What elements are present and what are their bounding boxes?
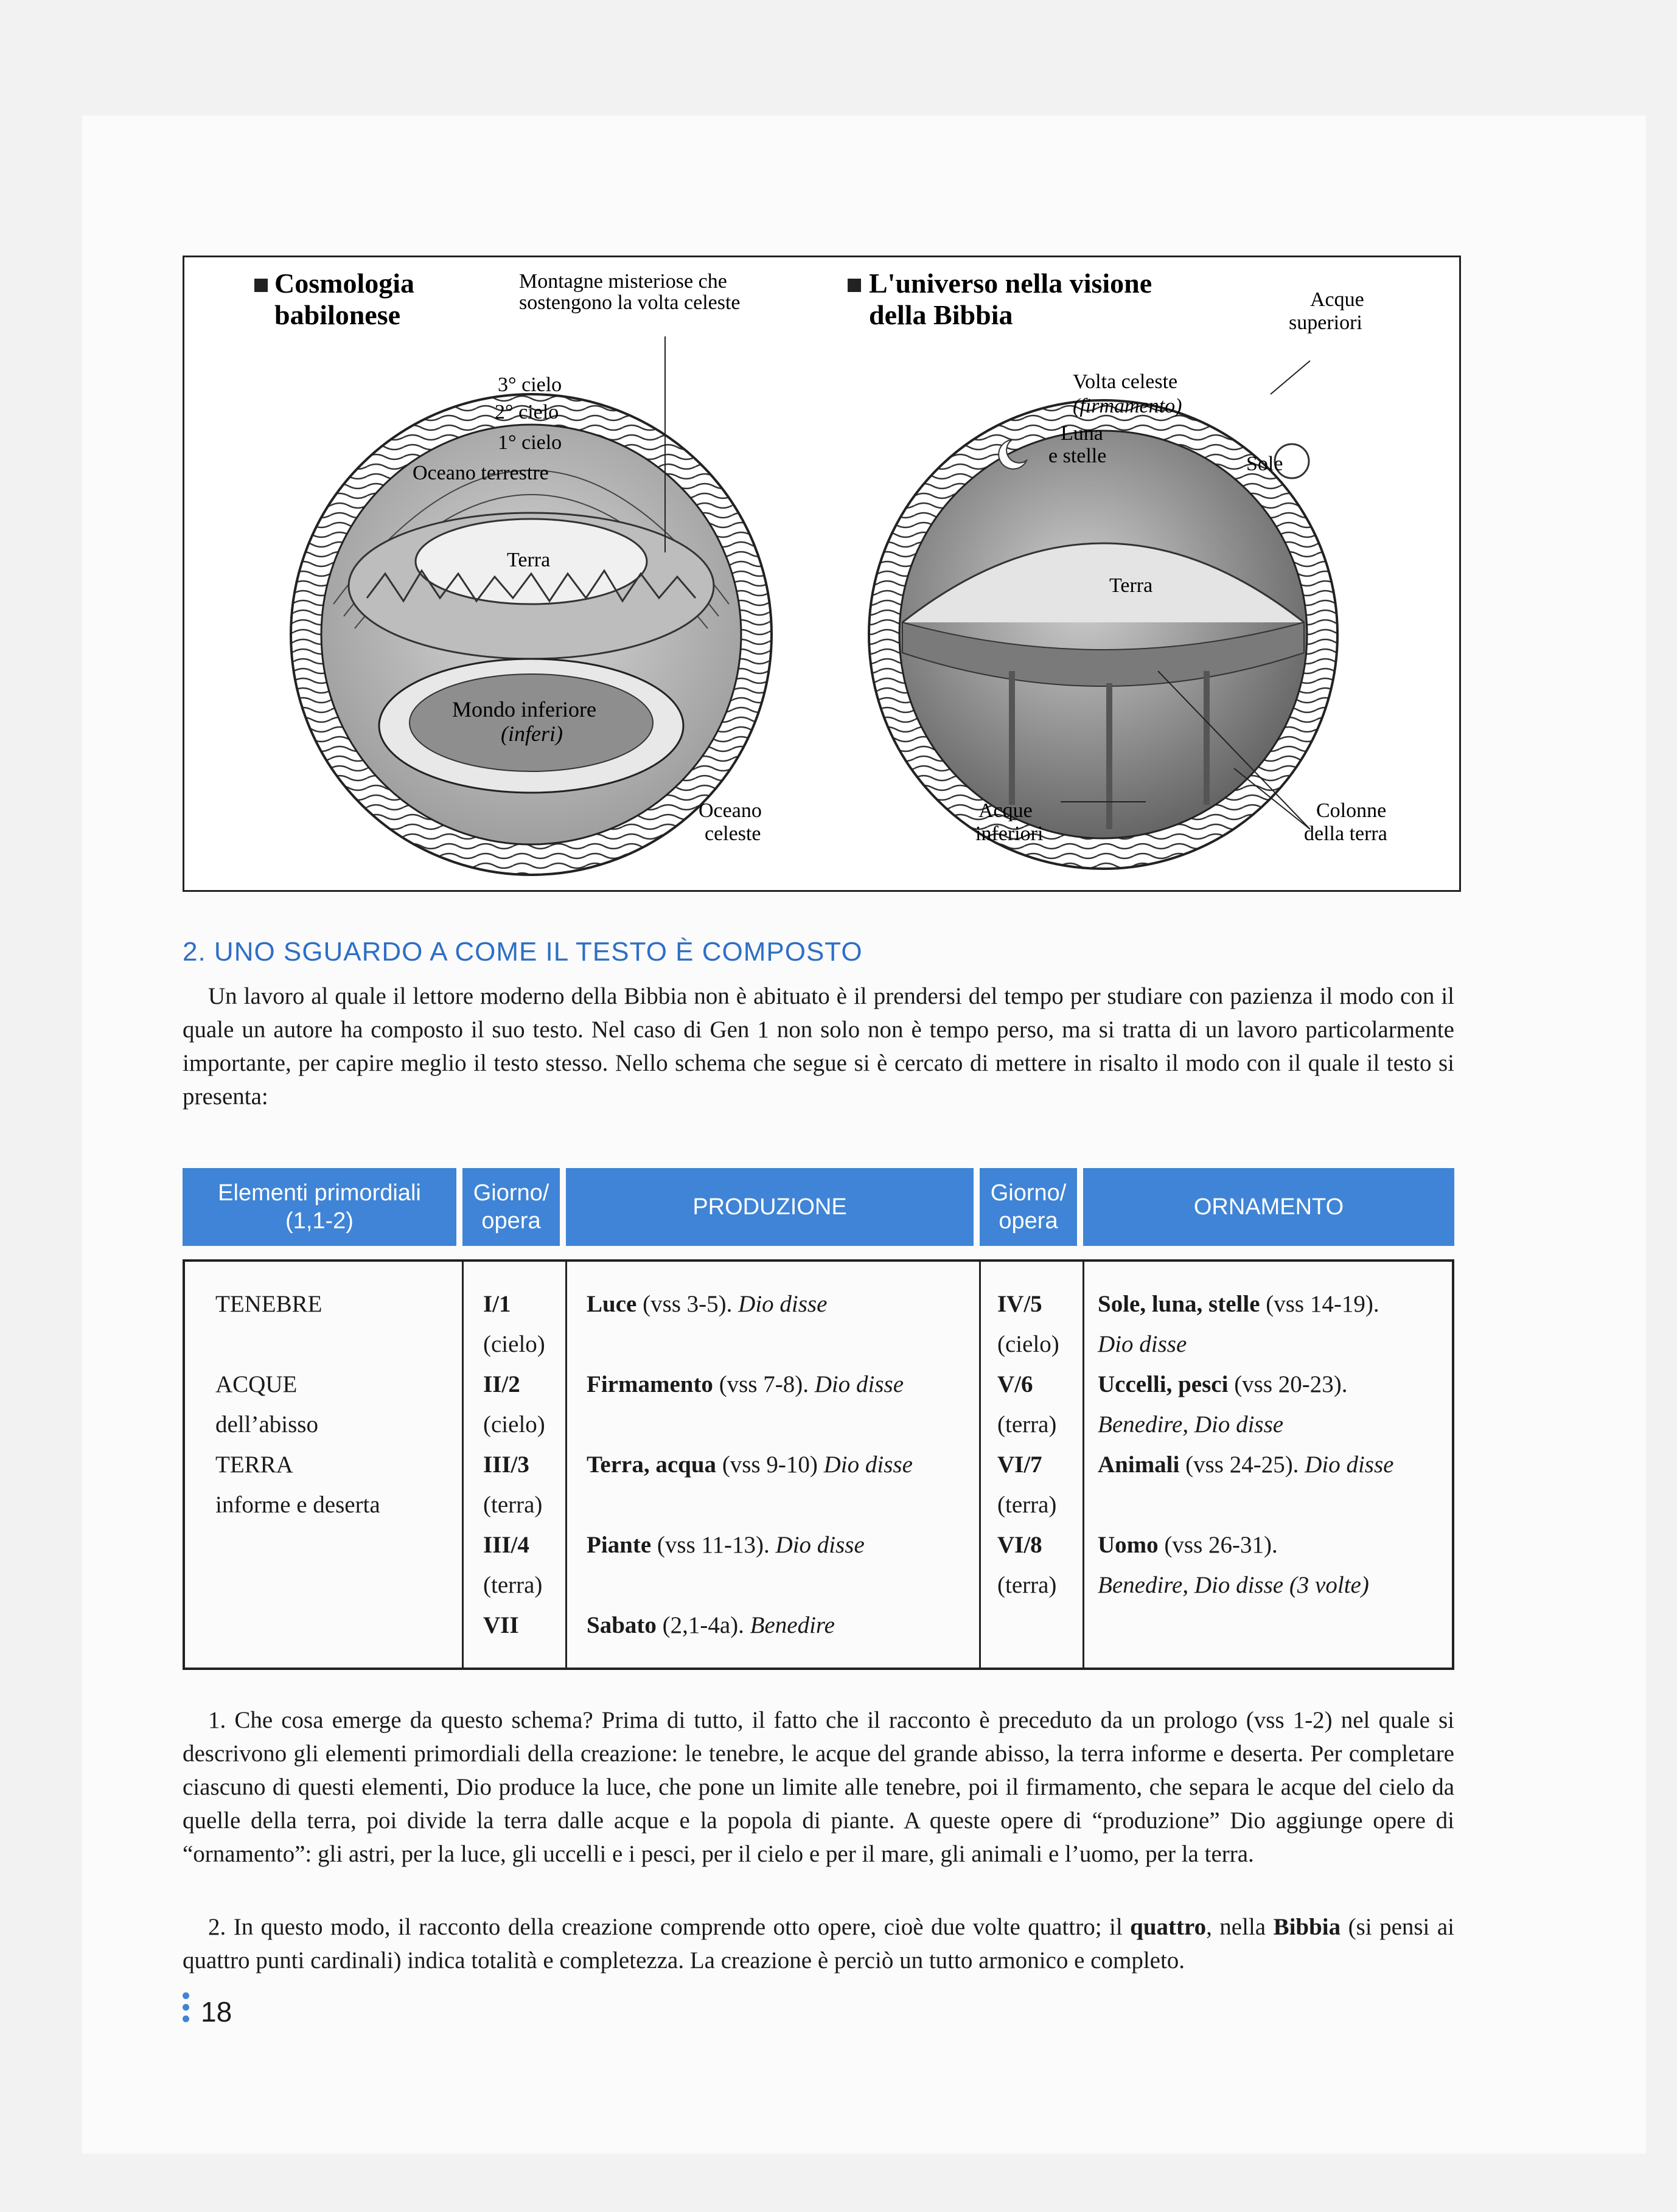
point-2-text-a: 2. In questo modo, il racconto della creazione comprende otto opere, cioè due volte quattro; il — [208, 1914, 1131, 1940]
production-light-name: Luce — [587, 1291, 637, 1317]
production-land-water-ref: (vss 9-10) — [716, 1452, 824, 1478]
header-production: PRODUZIONE — [566, 1168, 974, 1246]
prod-day-1-sub: (cielo) — [483, 1331, 545, 1357]
intro-paragraph — [183, 979, 1454, 1113]
production-sabbath-name: Sabato — [587, 1612, 657, 1638]
page-number: 18 — [201, 1996, 232, 2028]
point-1-text: 1. Che cosa emerge da questo schema? Prima di tutto, il fatto che il racconto è preceduto da un prologo (vss 1-2) nel quale si descrivono gli elementi primordiali della creazione: le tenebre, le acque del grande abisso, la terra informe e deserta. Per completare ciascuno di questi elementi, Dio produce la luce, che pone un limite alle tenebre, poi il firmamento, che separa le acque del cielo da quelle della terra, poi divide la terra dalle acque e la popola di piante. A queste opere di “produzione” Dio aggiunge opere di “ornamento”: gli astri, per la luce, gli uccelli e i pesci, per il cielo e per il mare, gli animali e l’uomo, per la terra. — [183, 1707, 1454, 1867]
right-title-line1: L'universo nella visione — [869, 268, 1152, 299]
ornament-lights-formula: Dio disse — [1098, 1331, 1187, 1357]
header-day2-line1: Giorno/ — [990, 1180, 1067, 1206]
sun-label: Sole — [1246, 453, 1283, 475]
production-land-water-name: Terra, acqua — [587, 1452, 717, 1478]
pillars-label-line1: Colonne — [1316, 799, 1387, 822]
ornament-animals-formula: Dio disse — [1305, 1452, 1394, 1478]
table-header — [183, 1168, 1454, 1246]
point-2-text-b: , nella — [1206, 1914, 1274, 1940]
biblical-universe-globe — [869, 361, 1337, 869]
moon-label-line1: Luna — [1061, 422, 1103, 445]
ornament-lights-name: Sole, luna, stelle — [1098, 1291, 1260, 1317]
earth-label-right: Terra — [1109, 574, 1153, 597]
ornament-birds-fish-ref: (vss 20-23). — [1228, 1371, 1348, 1397]
ornament-animals — [1098, 1450, 1393, 1480]
element-waters: ACQUE — [215, 1371, 298, 1397]
column-divider — [979, 1262, 981, 1668]
column-divider — [462, 1262, 464, 1668]
production-firmament-ref: (vss 7-8). — [713, 1371, 815, 1397]
column-divider — [1083, 1262, 1084, 1668]
ocean-earth-label: Oceano terrestre — [413, 462, 549, 484]
prod-day-1: I/1 — [483, 1291, 511, 1317]
section-heading: 2. UNO SGUARDO A COME IL TESTO È COMPOSTO — [183, 937, 863, 967]
prod-day-2-sub: (cielo) — [483, 1411, 545, 1438]
earth-label-left: Terra — [507, 549, 551, 571]
production-land-water — [587, 1450, 913, 1480]
point-2-paragraph — [183, 1910, 1454, 1977]
prod-day-2: II/2 — [483, 1371, 520, 1397]
orn-day-8-sub: (terra) — [997, 1572, 1057, 1598]
cosmology-illustration — [184, 257, 1459, 890]
production-land-water-formula: Dio disse — [823, 1452, 913, 1478]
header-elements-line2: (1,1-2) — [285, 1208, 354, 1234]
ornament-birds-fish — [1098, 1369, 1348, 1400]
ornament-man-formula: Benedire, Dio disse (3 volte) — [1098, 1572, 1369, 1598]
creation-schema-table — [183, 1259, 1454, 1670]
left-title-line2: babilonese — [274, 299, 401, 330]
firmament-label-line2: (firmamento) — [1073, 395, 1182, 417]
firmament-label-line1: Volta celeste — [1073, 370, 1178, 393]
header-ornament: ORNAMENTO — [1083, 1168, 1454, 1246]
lower-waters-label-line1: Acque — [978, 799, 1033, 822]
heaven-1-label: 1° cielo — [498, 431, 562, 454]
production-firmament — [587, 1369, 904, 1400]
column-divider — [565, 1262, 567, 1668]
ornament-lights — [1098, 1289, 1379, 1320]
mountains-label-line2: sostengono la volta celeste — [519, 291, 741, 314]
prod-day-3: III/3 — [483, 1452, 529, 1478]
header-day2-line2: opera — [999, 1208, 1058, 1234]
pillars-label-line2: della terra — [1304, 823, 1387, 845]
point-2-bold-four: quattro — [1130, 1914, 1207, 1940]
production-light-ref: (vss 3-5). — [636, 1291, 739, 1317]
point-1-paragraph — [183, 1703, 1454, 1871]
production-sabbath-formula: Benedire — [750, 1612, 835, 1638]
ornament-man — [1098, 1530, 1278, 1560]
intro-text: Un lavoro al quale il lettore moderno della Bibbia non è abituato è il prendersi del tempo per studiare con pazienza il modo con il quale un autore ha composto il suo testo. Nel caso di Gen 1 non solo non è tempo perso, ma si tratta di un lavoro particolarmente importante, per capire meglio il testo stesso. Nello schema che segue si è cercato di mettere in risalto il modo con il quale il testo si presenta: — [183, 983, 1454, 1110]
header-day-2 — [980, 1168, 1077, 1246]
element-earth-sub: informe e deserta — [215, 1492, 380, 1518]
point-2-text-c: (si pensi ai quattro punti cardinali) indica totalità e completezza. La creazione è perciò un tutto armonico e completo. — [183, 1914, 1454, 1974]
orn-day-6: V/6 — [997, 1371, 1033, 1397]
production-plants-formula: Dio disse — [775, 1532, 865, 1558]
ornament-birds-fish-formula: Benedire, Dio disse — [1098, 1411, 1284, 1438]
bullet-square-icon — [848, 279, 861, 292]
orn-day-7: VI/7 — [997, 1452, 1042, 1478]
header-day-line2: opera — [481, 1208, 541, 1234]
orn-day-5: IV/5 — [997, 1291, 1042, 1317]
prod-day-4: III/4 — [483, 1532, 529, 1558]
prod-day-3-sub: (terra) — [483, 1492, 543, 1518]
production-sabbath — [587, 1610, 835, 1641]
element-earth: TERRA — [215, 1452, 293, 1478]
ornament-birds-fish-name: Uccelli, pesci — [1098, 1371, 1229, 1397]
moon-label-line2: e stelle — [1048, 445, 1107, 467]
production-plants-name: Piante — [587, 1532, 652, 1558]
production-light — [587, 1289, 827, 1320]
production-plants-ref: (vss 11-13). — [651, 1532, 776, 1558]
ornament-animals-ref: (vss 24-25). — [1179, 1452, 1305, 1478]
left-title-line1: Cosmologia — [274, 268, 414, 299]
heaven-2-label: 2° cielo — [495, 401, 559, 423]
header-day-line1: Giorno/ — [473, 1180, 549, 1206]
upper-waters-label-line1: Acque — [1310, 288, 1364, 311]
production-sabbath-ref: (2,1-4a). — [656, 1612, 750, 1638]
production-plants — [587, 1530, 865, 1560]
prod-day-7: VII — [483, 1612, 519, 1638]
header-elements-line1: Elementi primordiali — [218, 1180, 421, 1206]
orn-day-8: VI/8 — [997, 1532, 1042, 1558]
heaven-3-label: 3° cielo — [498, 374, 562, 396]
right-title-line2: della Bibbia — [869, 299, 1013, 330]
ornament-man-name: Uomo — [1098, 1532, 1159, 1558]
ornament-man-ref: (vss 26-31). — [1158, 1532, 1278, 1558]
production-light-formula: Dio disse — [738, 1291, 828, 1317]
upper-waters-label-line2: superiori — [1289, 311, 1362, 334]
orn-day-7-sub: (terra) — [997, 1492, 1057, 1518]
element-darkness: TENEBRE — [215, 1291, 322, 1317]
ocean-celestial-label-line1: Oceano — [699, 799, 762, 822]
production-firmament-formula: Dio disse — [814, 1371, 904, 1397]
prod-day-4-sub: (terra) — [483, 1572, 543, 1598]
lower-waters-label-line2: inferiori — [975, 823, 1044, 845]
underworld-label-line1: Mondo inferiore — [452, 697, 596, 722]
element-waters-sub: dell’abisso — [215, 1411, 318, 1438]
orn-day-6-sub: (terra) — [997, 1411, 1057, 1438]
production-firmament-name: Firmamento — [587, 1371, 713, 1397]
header-elements — [183, 1168, 456, 1246]
underworld-label-line2: (inferi) — [501, 722, 563, 746]
page-number-dots-icon — [183, 1992, 190, 2027]
ocean-celestial-label-line2: celeste — [705, 823, 761, 845]
ornament-animals-name: Animali — [1098, 1452, 1180, 1478]
cosmology-figure — [183, 256, 1461, 892]
ornament-lights-ref: (vss 14-19). — [1260, 1291, 1379, 1317]
point-2-bold-bible: Bibbia — [1273, 1914, 1341, 1940]
bullet-square-icon — [254, 279, 268, 292]
orn-day-5-sub: (cielo) — [997, 1331, 1059, 1357]
mountains-label-line1: Montagne misteriose che — [519, 270, 727, 293]
header-day — [462, 1168, 560, 1246]
